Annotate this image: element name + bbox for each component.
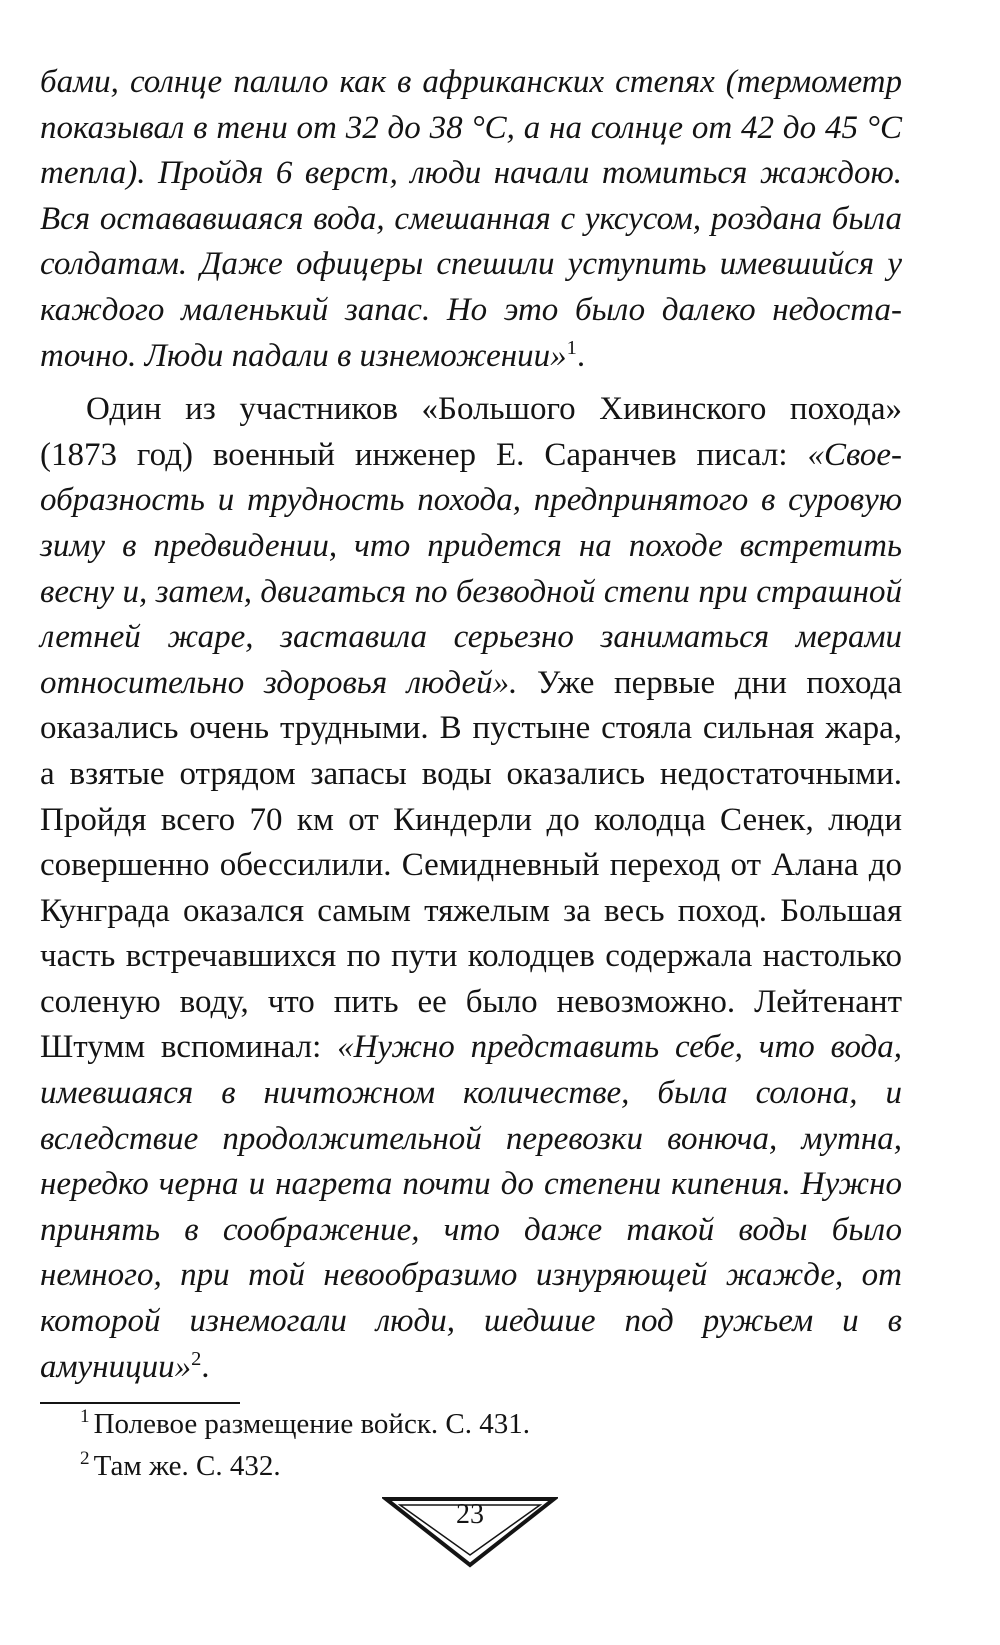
body-text-run: Один из участников «Большого Хивинского похода» (1873 год) военный инженер Е. Саранчев писал: [40,391,902,473]
footnote-reference: 2 [191,1347,202,1370]
body-text-run: Уже первые дни похода оказались очень трудными. В пустыне стояла сильная жара, а взятые отрядом запасы воды оказались недостаточными. Пройдя всего 70 км от Киндерли до колодца Сенек, люди совершенно обессилили. Семидневный переход от Алана до Кунграда оказался самым тяжелым за весь поход. Большая часть встречавшихся по пути колодцев содержала настолько соленую воду, что пить ее было невозможно. Лейтенант Штумм вспоминал: [40,664,902,1066]
page-number: 23 [456,1499,484,1530]
footnote-2-text: Там же. С. 432. [93,1450,281,1482]
footnote-1-number: 1 [80,1406,90,1428]
footnote-reference: 1 [566,336,577,359]
paragraph-1 [40,60,902,379]
footnote-2 [80,1445,530,1487]
paragraph-2 [40,387,902,1390]
quoted-text: «Своеобразность и трудность похода, предпринятого в суровую зиму в предвидении, что придется на походе встретить весну и, затем, двигаться по безводной степи при страшной летней жаре, заставила серьезно заниматься мерами относительно здоровья людей». [40,436,902,701]
footnotes [80,1403,530,1487]
body-text-run: . [201,1348,210,1385]
quoted-text: «Нужно представить себе, что вода, имевшаяся в ничтожном количестве, была солона, и вследствие продолжительной перевозки вонюча, мутна, нередко черна и нагрета почти до степени кипения. Нужно принять в соображение, что даже такой воды было немного, при той невообразимо изнуряющей жажде, от которой изнемогали люди, шедшие под ружьем и в амуниции» [40,1029,903,1385]
quoted-text: бами, солнце палило как в африканских степях (термометр показывал в тени от 32 до 38 °С, а на солнце от 42 до 45 °С тепла). Пройдя 6 верст, люди начали томиться жаждою. Вся остававшаяся вода, смешанная с уксусом, роздана была солдатам. Даже офицеры спешили уступить имевшийся у каждого маленький запас. Но это было далеко недостаточно. Люди падали в изнеможении» [40,64,902,374]
footnote-1-text: Полевое размещение войск. С. 431. [93,1408,531,1440]
footnote-2-number: 2 [80,1448,90,1470]
body-text [40,60,902,1390]
footnote-1 [80,1403,530,1445]
body-text-run: . [576,337,586,374]
